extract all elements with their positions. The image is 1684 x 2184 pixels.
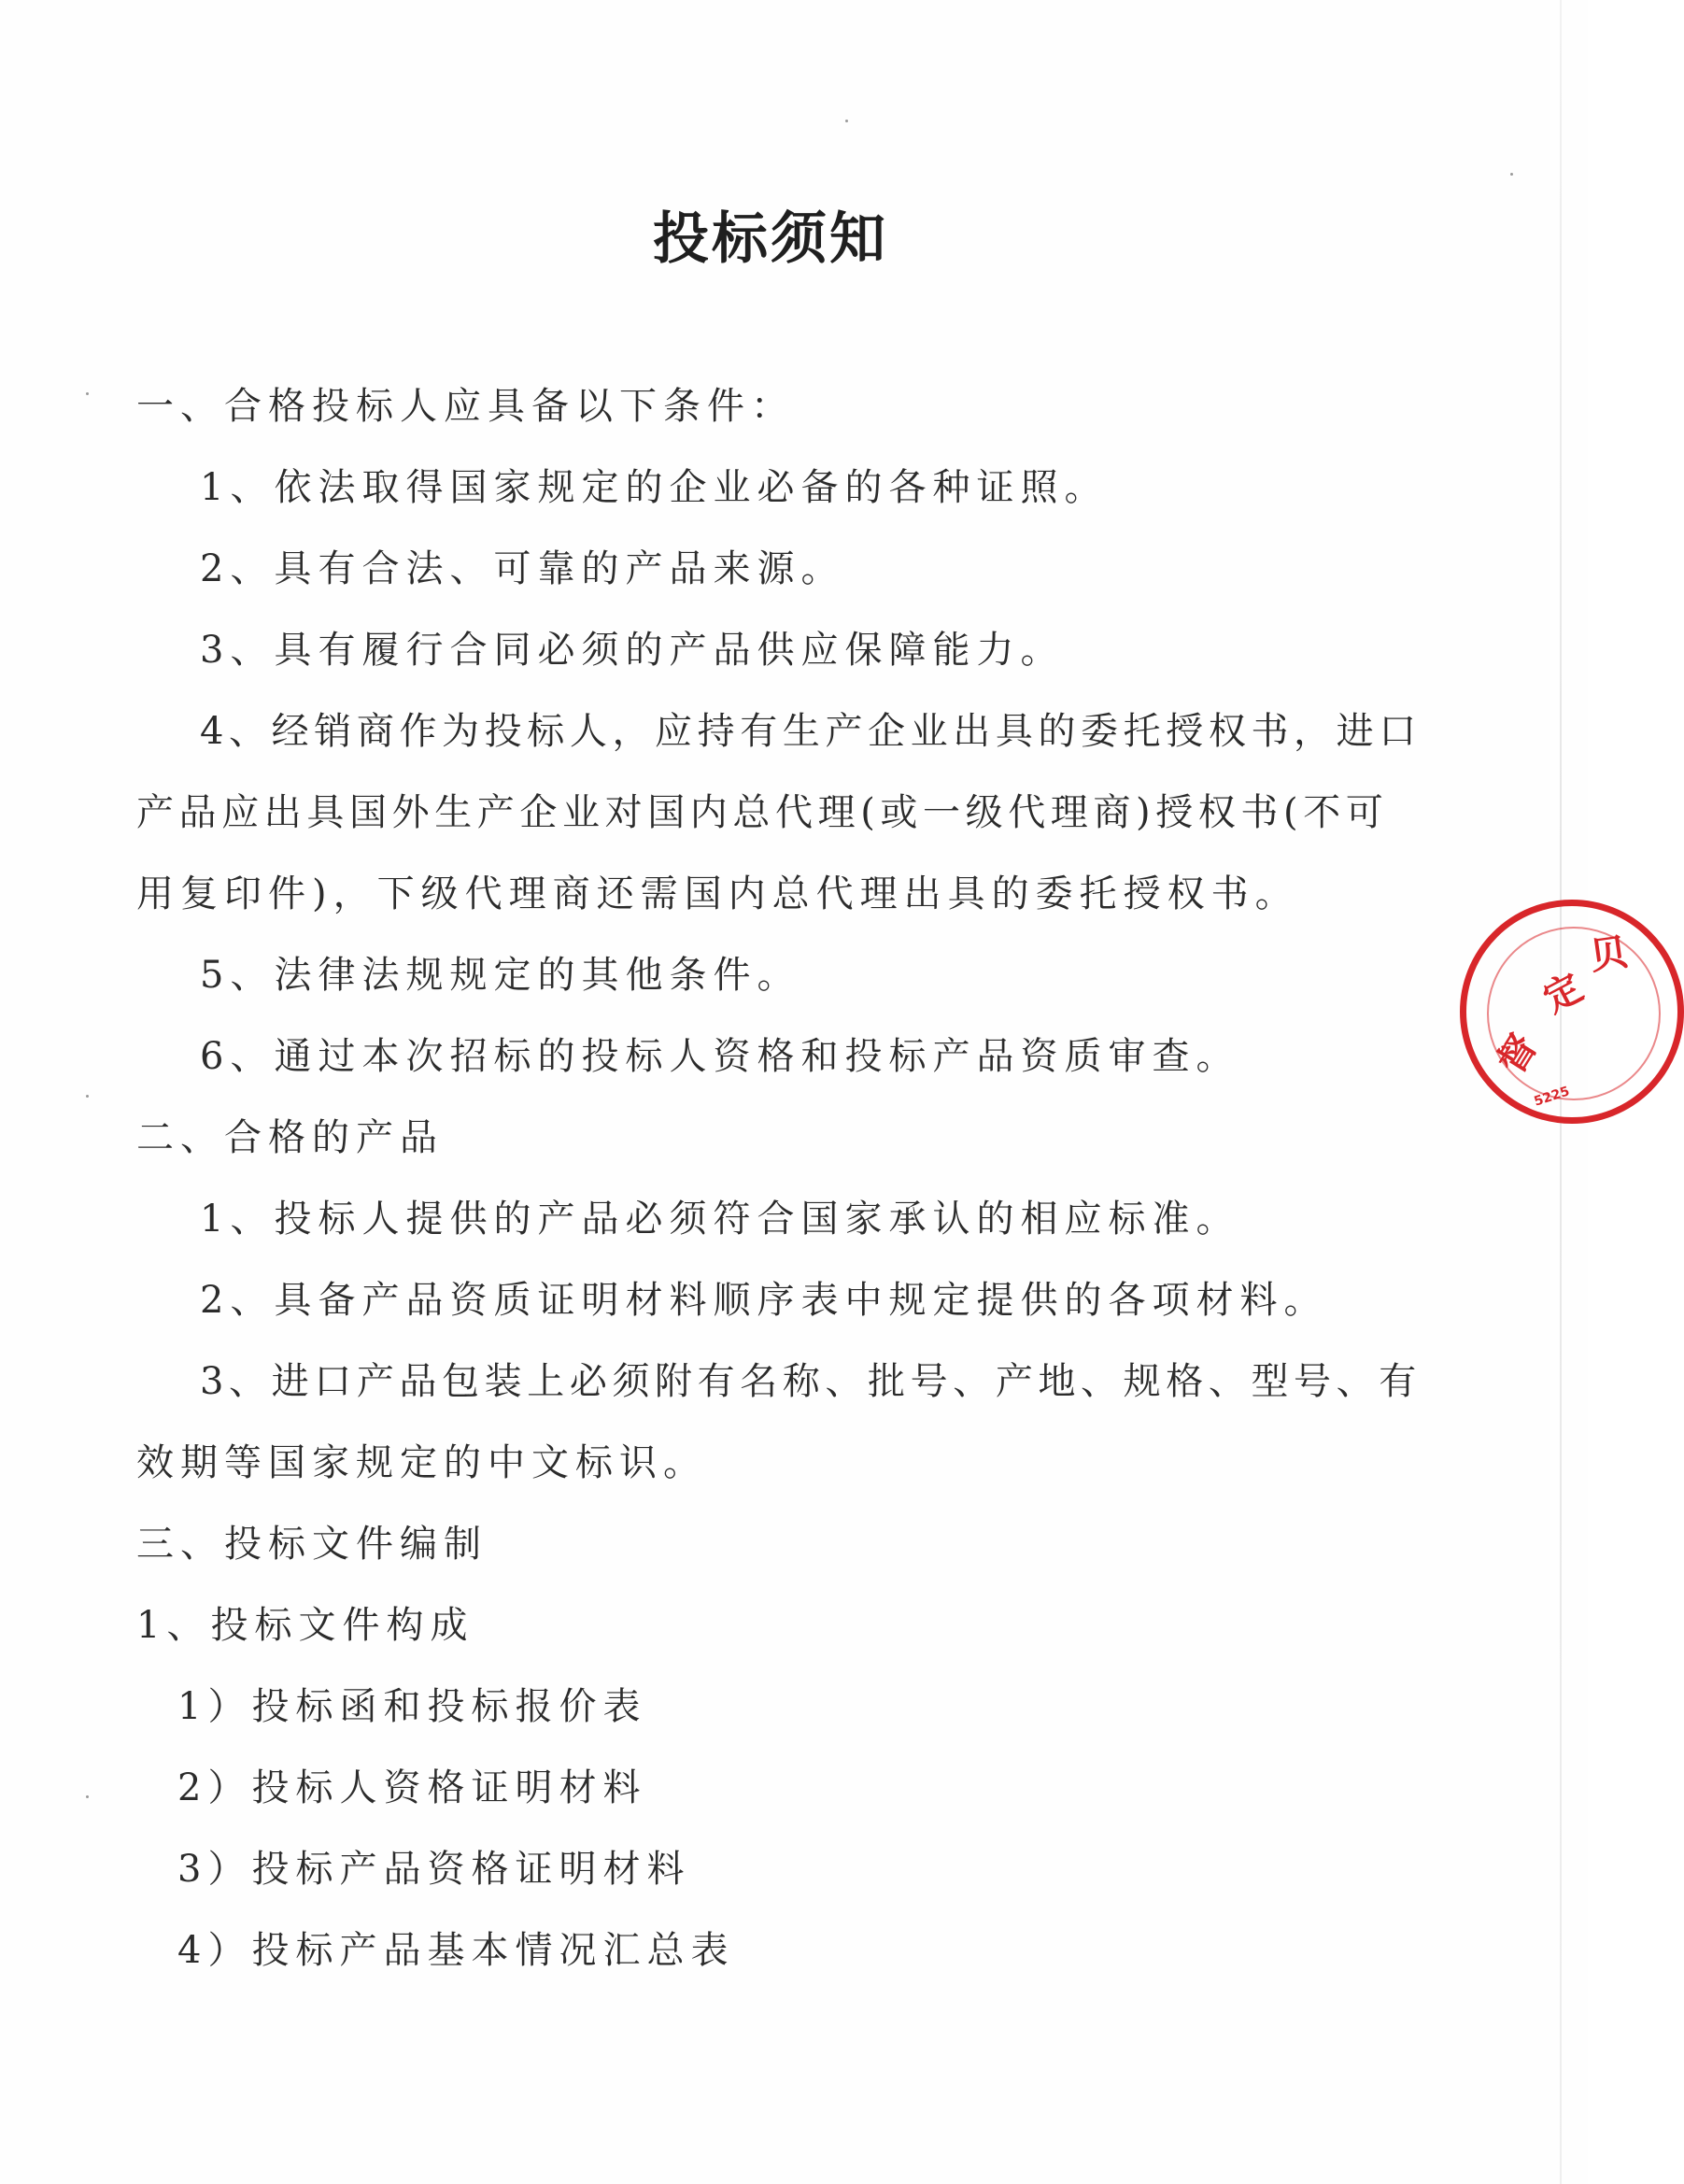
paragraph-line: 产品应出具国外生产企业对国内总代理(或一级代理商)授权书(不可: [136, 791, 1389, 834]
list-item: 4、经销商作为投标人，应持有生产企业出具的委托授权书，进口: [200, 710, 1422, 753]
section-heading: 一、合格投标人应具备以下条件：: [136, 385, 795, 428]
list-item: 3、具有履行合同必须的产品供应保障能力。: [200, 629, 1065, 672]
seal-character: 贝: [1587, 930, 1631, 979]
scan-speck: [845, 120, 848, 122]
list-item: 3、进口产品包装上必须附有名称、批号、产地、规格、型号、有: [200, 1360, 1422, 1403]
list-item: 1、投标人提供的产品必须符合国家承认的相应标准。: [200, 1198, 1240, 1241]
list-item: 2、具有合法、可靠的产品来源。: [200, 547, 845, 590]
seal-character: 定: [1536, 965, 1591, 1022]
list-item: 2、具备产品资质证明材料顺序表中规定提供的各项材料。: [200, 1279, 1328, 1322]
scan-speck: [86, 392, 89, 395]
seal-character: 督: [1489, 1027, 1547, 1082]
section-heading: 三、投标文件编制: [136, 1523, 488, 1566]
paragraph-line: 用复印件)，下级代理商还需国内总代理出具的委托授权书。: [136, 872, 1299, 915]
scan-speck: [1510, 173, 1513, 176]
paragraph-line: 效期等国家规定的中文标识。: [136, 1441, 707, 1484]
scan-speck: [86, 1795, 89, 1798]
seal-inner-ring: [1487, 927, 1661, 1100]
list-item: 5、法律法规规定的其他条件。: [200, 954, 801, 997]
list-item: 3）投标产品资格证明材料: [177, 1848, 691, 1891]
list-item: 4）投标产品基本情况汇总表: [177, 1929, 735, 1972]
list-item: 2）投标人资格证明材料: [177, 1766, 647, 1809]
official-seal: [1460, 900, 1684, 1124]
scan-edge: [1560, 0, 1562, 2184]
section-heading: 二、合格的产品: [136, 1116, 444, 1159]
list-item: 1、依法取得国家规定的企业必备的各种证照。: [200, 466, 1109, 509]
list-item: 1）投标函和投标报价表: [177, 1685, 647, 1728]
sub-heading: 1、投标文件构成: [136, 1604, 474, 1647]
scan-speck: [86, 1095, 89, 1098]
document-title: 投标须知: [653, 206, 888, 272]
list-item: 6、通过本次招标的投标人资格和投标产品资质审查。: [200, 1035, 1240, 1078]
document-body: [136, 366, 1422, 1992]
seal-number: 5225: [1532, 1084, 1572, 1110]
